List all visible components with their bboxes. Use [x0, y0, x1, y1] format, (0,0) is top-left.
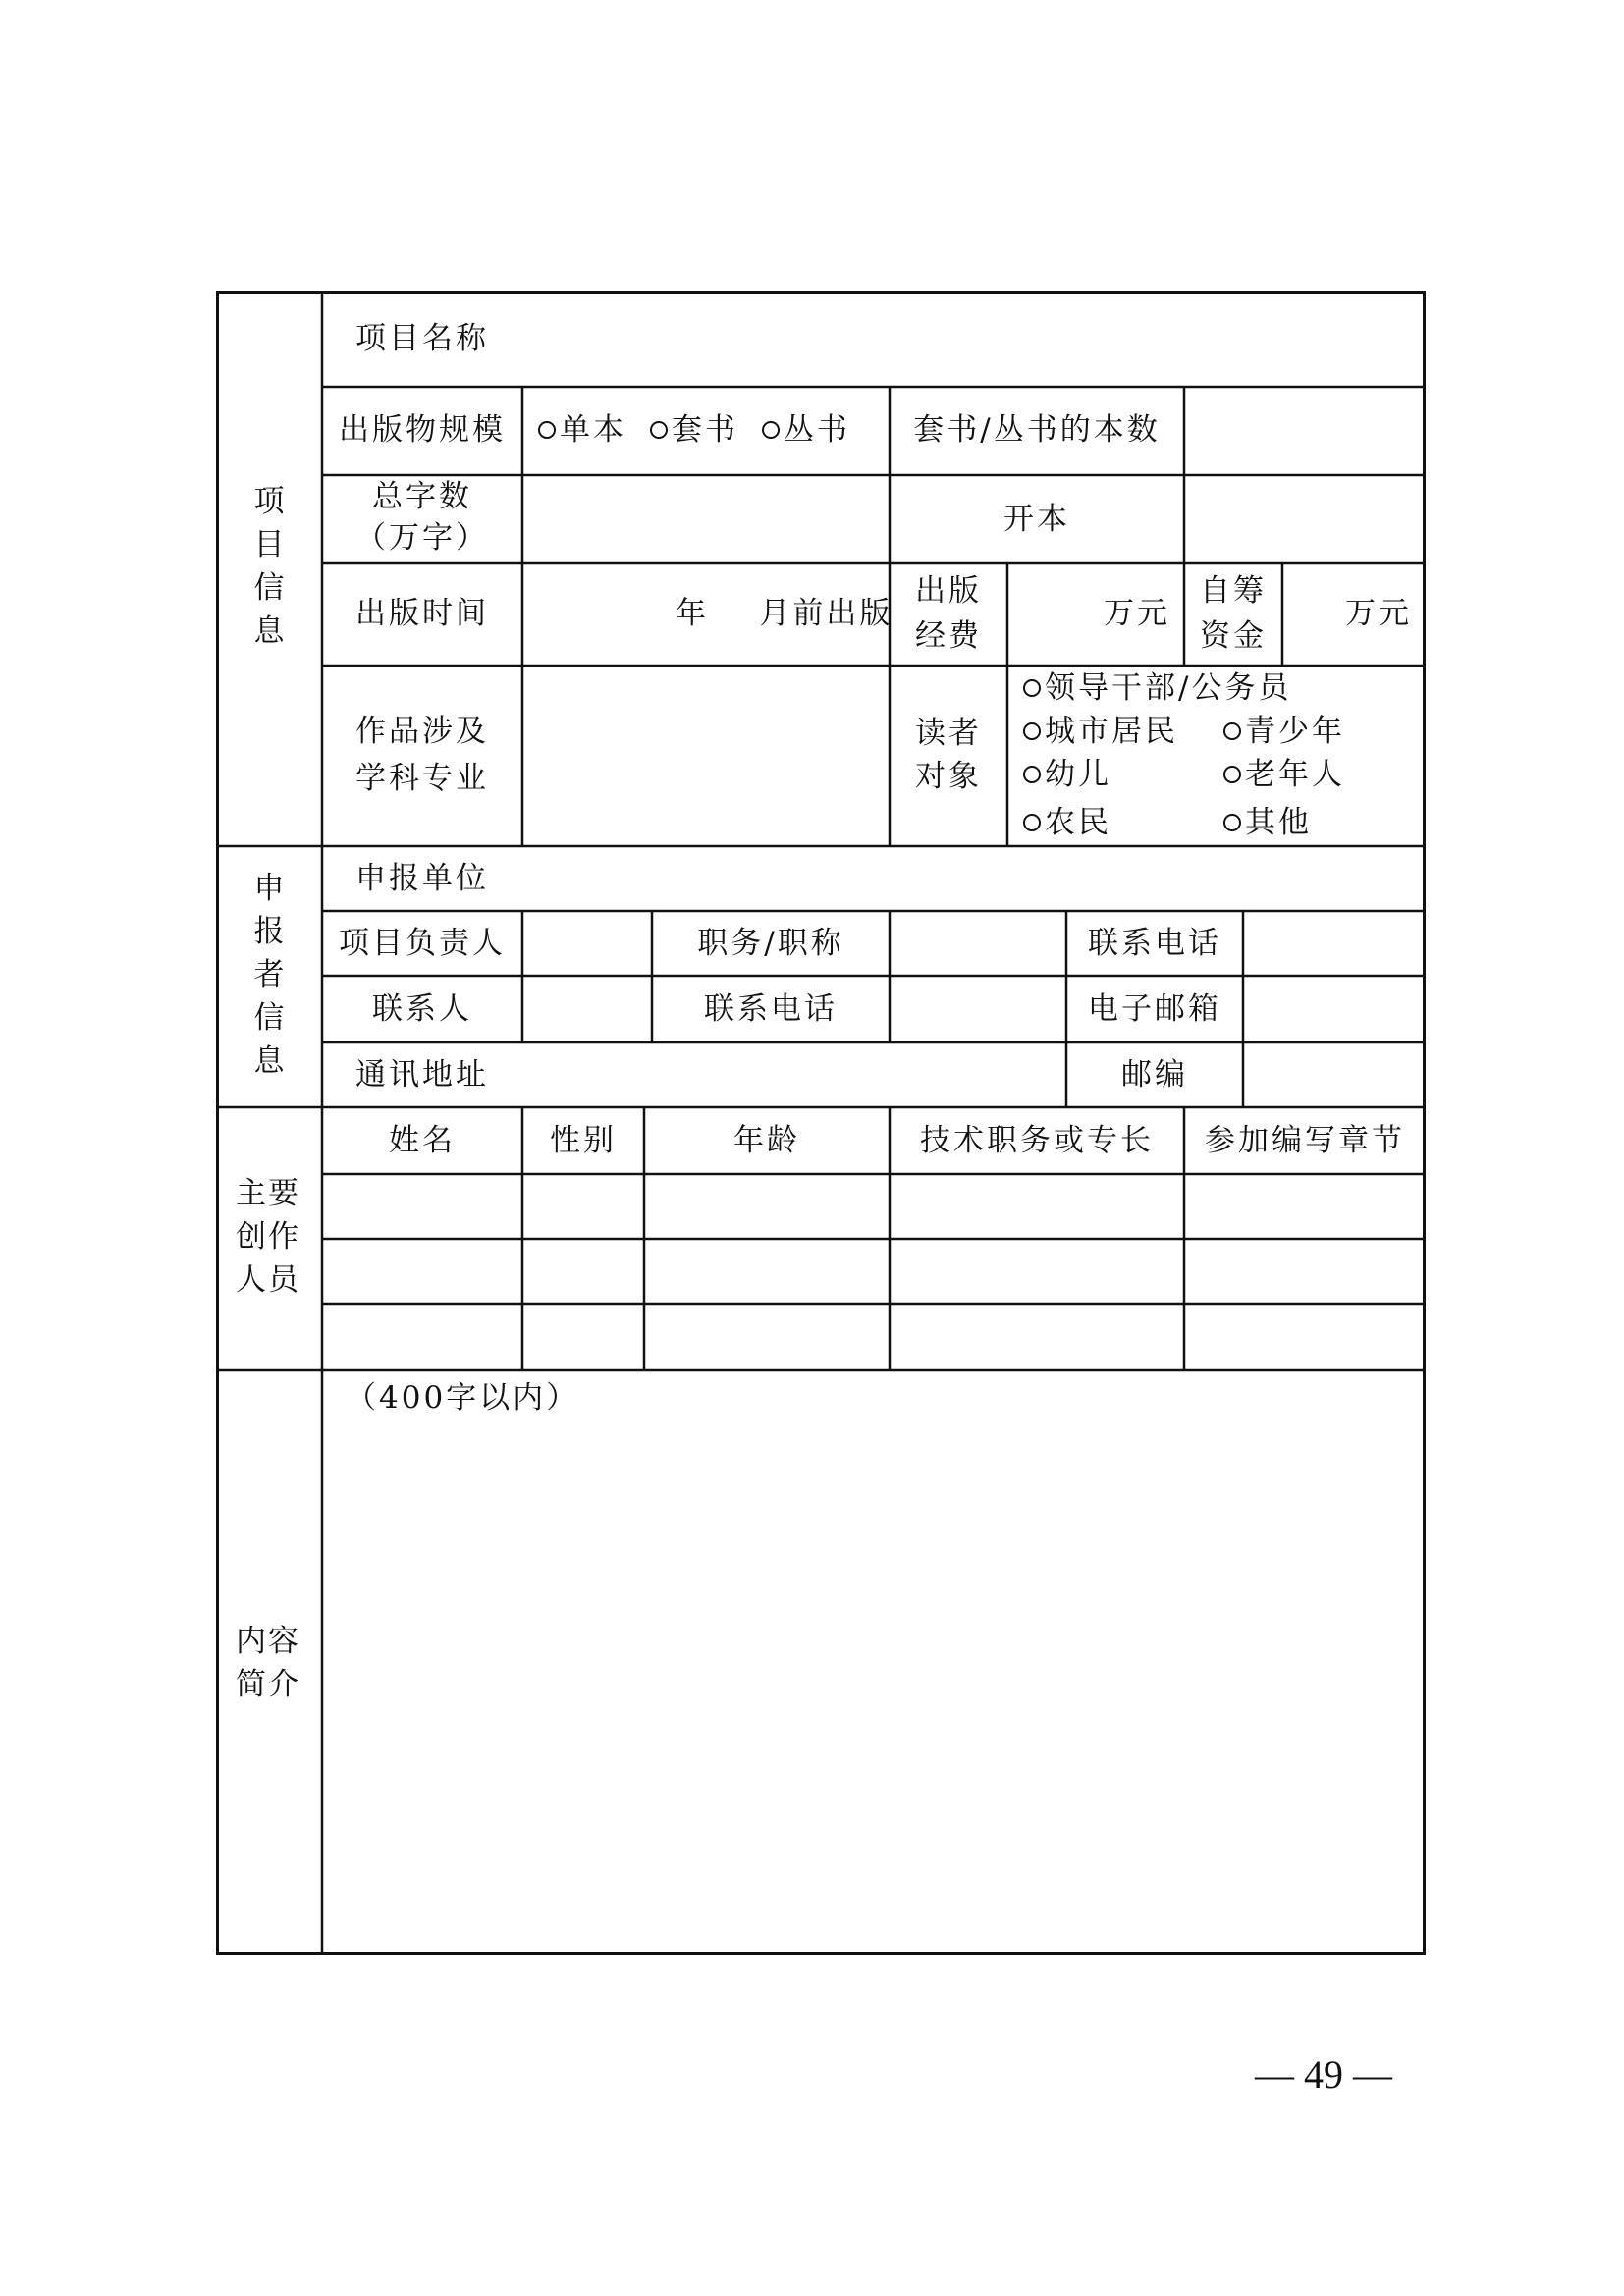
audience-option-elderly[interactable]: 老年人: [1223, 753, 1345, 796]
project-leader-label: 项目负责人: [339, 926, 506, 961]
project-name-label: 项目名称: [355, 321, 489, 356]
radio-circle-icon: [1223, 814, 1241, 831]
applicant-unit-field[interactable]: [522, 846, 1426, 911]
radio-circle-icon: [650, 421, 668, 439]
contact-person-label: 联系人: [372, 991, 472, 1027]
contact-person-field[interactable]: [522, 976, 652, 1042]
radio-circle-icon: [1223, 722, 1241, 740]
subject-field[interactable]: [522, 666, 890, 846]
audience-option-farmers[interactable]: 农民: [1023, 801, 1111, 844]
audience-label-line1: 读者: [915, 716, 982, 751]
subject-label-line1: 作品涉及: [355, 714, 489, 749]
radio-circle-icon: [538, 421, 556, 439]
word-count-field[interactable]: [522, 475, 890, 563]
pub-time-label: 出版时间: [355, 596, 489, 631]
series-count-field[interactable]: [1184, 387, 1426, 475]
series-count-label: 套书/丛书的本数: [913, 412, 1161, 448]
creators-header-age: 年龄: [733, 1123, 800, 1158]
pub-time-value: 年 月前出版: [676, 596, 893, 631]
project-name-field[interactable]: [522, 291, 1426, 387]
radio-circle-icon: [1023, 722, 1041, 740]
creators-header-title: 技术职务或专长: [920, 1123, 1154, 1158]
postcode-field[interactable]: [1243, 1042, 1426, 1107]
scale-label: 出版物规模: [339, 412, 506, 448]
email-field[interactable]: [1243, 976, 1426, 1042]
radio-series[interactable]: 丛书: [762, 408, 850, 452]
scale-options: [538, 408, 850, 452]
section-label-applicant-info: 申报者信息: [253, 871, 285, 1079]
audience-option-youth[interactable]: 青少年: [1223, 710, 1345, 753]
audience-option-urban[interactable]: 城市居民: [1023, 710, 1178, 753]
position-label: 职务/职称: [697, 926, 844, 961]
section-label-summary: 内容简介: [236, 1624, 300, 1702]
funding-unit: 万元: [1104, 596, 1170, 631]
radio-circle-icon: [1223, 766, 1241, 783]
radio-circle-icon: [1023, 766, 1041, 783]
summary-hint: （400字以内）: [346, 1380, 580, 1415]
format-field[interactable]: [1184, 475, 1426, 563]
creators-header-name: 姓名: [389, 1123, 456, 1158]
creators-header-gender: 性别: [550, 1123, 617, 1158]
radio-circle-icon: [762, 421, 780, 439]
funding-label-line2: 经费: [915, 618, 982, 654]
page-number: — 49 —: [1255, 2053, 1392, 2097]
summary-field[interactable]: [322, 1419, 1426, 1955]
table-row[interactable]: [322, 1304, 1426, 1370]
project-leader-field[interactable]: [522, 911, 652, 976]
self-funding-unit: 万元: [1345, 596, 1412, 631]
creators-header-chapters: 参加编写章节: [1205, 1123, 1405, 1158]
leader-phone-field[interactable]: [1243, 911, 1426, 976]
section-label-creators: 主要创作人员: [236, 1176, 300, 1298]
radio-circle-icon: [1023, 814, 1041, 831]
subject-label-line2: 学科专业: [355, 761, 489, 796]
section-label-project-info: 项目信息: [253, 484, 285, 649]
application-form-table: [216, 291, 1426, 1955]
contact-phone-field[interactable]: [890, 976, 1066, 1042]
radio-circle-icon: [1023, 679, 1041, 697]
table-row[interactable]: [322, 1174, 1426, 1239]
self-funding-label-line2: 资金: [1200, 618, 1267, 654]
address-label: 通讯地址: [355, 1057, 489, 1093]
audience-option-other[interactable]: 其他: [1223, 801, 1312, 844]
format-label: 开本: [1003, 502, 1070, 537]
word-count-label-line2: （万字）: [355, 520, 489, 556]
table-row[interactable]: [322, 1239, 1426, 1304]
audience-label-line2: 对象: [915, 759, 982, 794]
radio-single-volume[interactable]: 单本: [538, 408, 626, 452]
address-field[interactable]: [522, 1042, 1066, 1107]
leader-phone-label: 联系电话: [1088, 926, 1221, 961]
audience-option-children[interactable]: 幼儿: [1023, 753, 1111, 796]
position-field[interactable]: [890, 911, 1066, 976]
self-funding-label-line1: 自筹: [1200, 573, 1267, 609]
postcode-label: 邮编: [1121, 1057, 1188, 1093]
word-count-label-line1: 总字数: [372, 479, 472, 514]
contact-phone-label: 联系电话: [704, 991, 838, 1027]
applicant-unit-label: 申报单位: [355, 861, 489, 896]
funding-label-line1: 出版: [915, 573, 982, 609]
audience-option-officials[interactable]: 领导干部/公务员: [1023, 667, 1291, 710]
radio-set[interactable]: 套书: [650, 408, 738, 452]
email-label: 电子邮箱: [1088, 991, 1221, 1027]
